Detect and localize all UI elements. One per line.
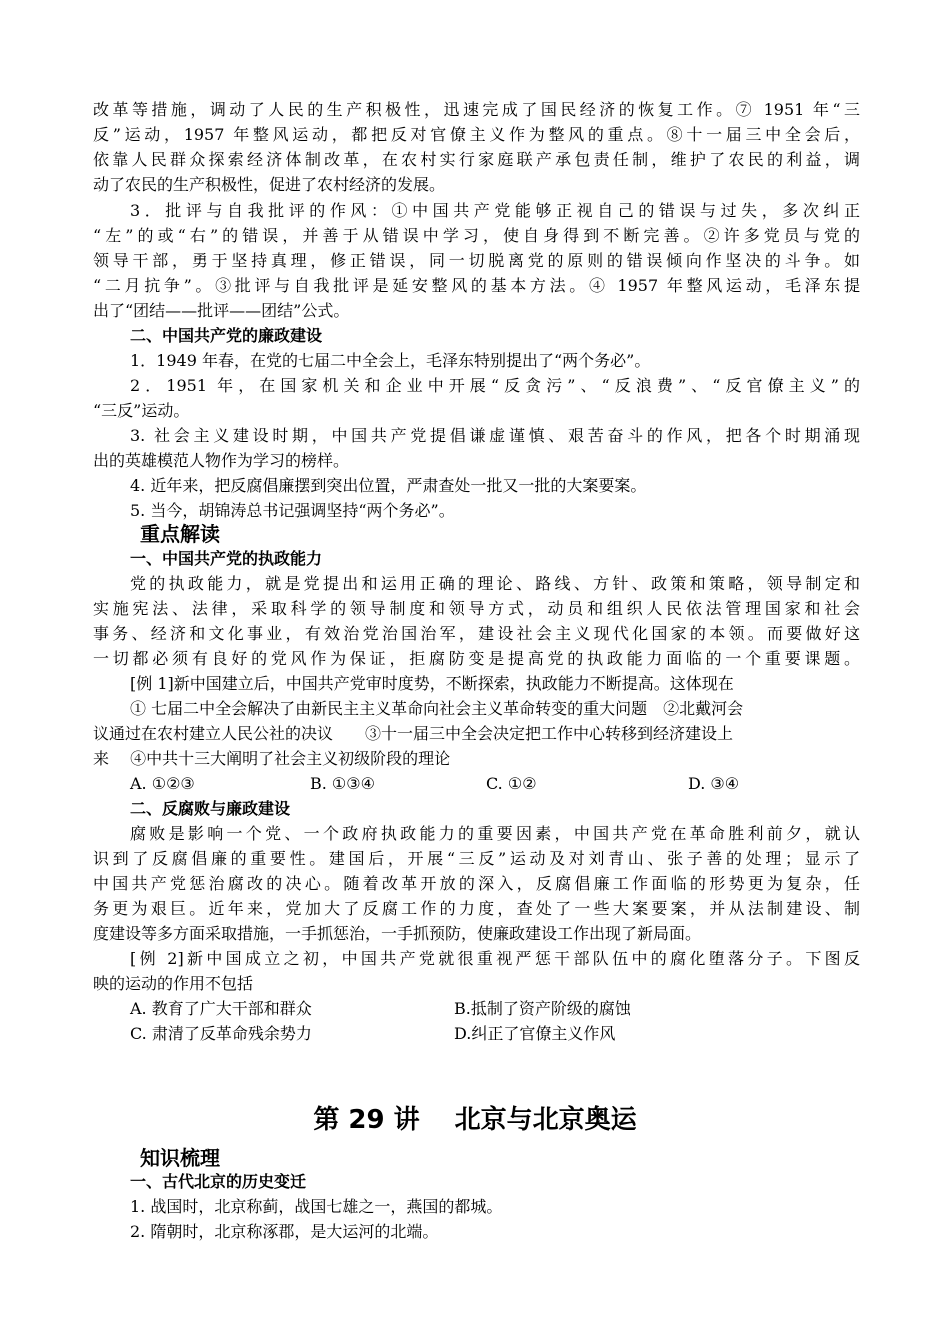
example-1-question-line-4: 来 ④中共十三大阐明了社会主义初级阶段的理论 [93, 749, 451, 768]
example-2-option-a: A. 教育了广大干部和群众 [130, 999, 312, 1018]
clean-gov-item-5: 5. 当今，胡锦涛总书记强调坚持“两个务必”。 [130, 501, 455, 520]
example-1-option-d: D. ③④ [688, 774, 740, 793]
example-1-question-line-1: [例 1]新中国建立后，中国共产党审时度势，不断探索，执政能力不断提高。这体现在 [130, 674, 734, 693]
example-2-option-c: C. 肃清了反革命残余势力 [130, 1024, 312, 1043]
reform-para-line-3: 依靠人民群众探索经济体制改革，在农村实行家庭联产承包责任制，维护了农民的利益，调 [93, 150, 860, 169]
reform-para-line-2: 反”运动，1957 年整风运动，都把反对官僚主义作为整风的重点。⑧十一届三中全会后， [93, 125, 860, 144]
governing-para-line-2: 实施宪法、法律，采取科学的领导制度和领导方式，动员和组织人民依法管理国家和社会 [93, 599, 860, 618]
criticism-para-line-3: 领导干部，勇于坚持真理，修正错误，同一切脱离党的原则的错误倾向作坚决的斗争。如 [93, 251, 860, 270]
governing-para-line-4: 一切都必须有良好的党风作为保证，拒腐防变是提高党的执政能力面临的一个重要课题。 [93, 649, 860, 668]
clean-gov-item-4: 4. 近年来，把反腐倡廉摆到突出位置，严肃查处一批又一批的大案要案。 [130, 476, 647, 495]
reform-para-line-4: 动了农民的生产积极性，促进了农村经济的发展。 [93, 175, 446, 194]
anti-corruption-para-line-2: 识到了反腐倡廉的重要性。建国后，开展“三反”运动及对刘青山、张子善的处理；显示了 [93, 849, 860, 868]
knowledge-review-heading: 知识梳理 [140, 1146, 220, 1170]
clean-gov-item-2-line-2: “三反”运动。 [93, 401, 190, 420]
key-points-heading: 重点解读 [140, 522, 220, 546]
governing-para-line-1: 党的执政能力，就是党提出和运用正确的理论、路线、方针、政策和策略，领导制定和 [130, 574, 860, 593]
ancient-beijing-item-2: 2. 隋朝时，北京称涿郡，是大运河的北端。 [130, 1222, 439, 1241]
criticism-para-line-2: “左”的或“右”的错误，并善于从错误中学习，使自身得到不断完善。②许多党员与党的 [93, 226, 860, 245]
anti-corruption-para-line-1: 腐败是影响一个党、一个政府执政能力的重要因素，中国共产党在革命胜利前夕，就认 [130, 824, 860, 843]
example-1-option-a: A. ①②③ [130, 774, 195, 793]
criticism-para-line-4: “二月抗争”。③批评与自我批评是延安整风的基本方法。④ 1957 年整风运动，毛泽东提 [93, 276, 860, 295]
section-heading-ancient-beijing: 一、古代北京的历史变迁 [130, 1172, 307, 1191]
clean-gov-item-1: 1．1949 年春，在党的七届二中全会上，毛泽东特别提出了“两个务必”。 [130, 351, 651, 370]
clean-gov-item-3-line-1: 3. 社会主义建设时期，中国共产党提倡谦虚谨慎、艰苦奋斗的作风，把各个时期涌现 [130, 426, 860, 445]
example-2-question-line-1: [例 2]新中国成立之初，中国共产党就很重视严惩干部队伍中的腐化堕落分子。下图反 [130, 949, 860, 968]
clean-gov-item-2-line-1: 2．1951 年，在国家机关和企业中开展“反贪污”、“反浪费”、“反官僚主义”的 [130, 376, 860, 395]
anti-corruption-para-line-5: 度建设等多方面采取措施，一手抓惩治，一手抓预防，使廉政建设工作出现了新局面。 [93, 924, 702, 943]
reform-para-line-1: 改革等措施，调动了人民的生产积极性，迅速完成了国民经济的恢复工作。⑦ 1951 年“三 [93, 100, 860, 119]
example-1-question-line-3: 议通过在农村建立人民公社的决议 ③十一届三中全会决定把工作中心转移到经济建设上 [93, 724, 734, 743]
section-heading-clean-gov: 二、中国共产党的廉政建设 [130, 326, 323, 345]
anti-corruption-para-line-3: 中国共产党惩治腐改的决心。随着改革开放的深入，反腐倡廉工作面临的形势更为复杂，任 [93, 874, 860, 893]
example-2-option-d: D.纠正了官僚主义作风 [454, 1024, 616, 1043]
example-2-question-line-2: 映的运动的作用不包括 [93, 974, 254, 993]
criticism-para-line-1: 3．批评与自我批评的作风：①中国共产党能够正视自己的错误与过失，多次纠正 [130, 201, 860, 220]
example-1-option-b: B. ①③④ [310, 774, 375, 793]
section-heading-governing-ability: 一、中国共产党的执政能力 [130, 549, 323, 568]
lecture-29-title: 第 29 讲 北京与北京奥运 [313, 1105, 637, 1135]
example-1-question-line-2: ① 七届二中全会解决了由新民主主义革命向社会主义革命转变的重大问题 ②北戴河会 [130, 699, 744, 718]
clean-gov-item-3-line-2: 出的英雄模范人物作为学习的榜样。 [93, 451, 350, 470]
criticism-para-line-5: 出了“团结——批评——团结”公式。 [93, 301, 350, 320]
section-heading-anti-corruption: 二、反腐败与廉政建设 [130, 799, 291, 818]
governing-para-line-3: 事务、经济和文化事业，有效治党治国治军，建设社会主义现代化国家的本领。而要做好这 [93, 624, 860, 643]
anti-corruption-para-line-4: 务更为艰巨。近年来，党加大了反腐工作的力度，查处了一些大案要案，并从法制建设、制 [93, 899, 860, 918]
example-2-option-b: B.抵制了资产阶级的腐蚀 [454, 999, 631, 1018]
ancient-beijing-item-1: 1. 战国时，北京称蓟，战国七雄之一，燕国的都城。 [130, 1197, 503, 1216]
example-1-option-c: C. ①② [486, 774, 537, 793]
